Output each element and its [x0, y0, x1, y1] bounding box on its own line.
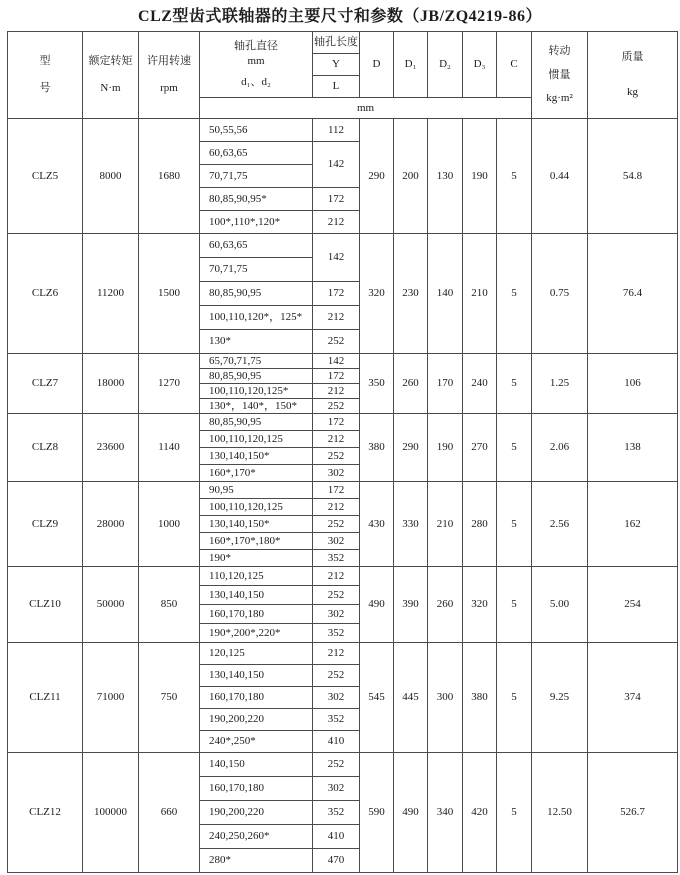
- mass-cell: 162: [588, 482, 678, 567]
- bore-length-cell: 352: [313, 709, 360, 731]
- bore-diameter-cell: 100,110,120*，125*: [200, 306, 313, 330]
- bore-diameter-cell: 190*,200*,220*: [200, 624, 313, 643]
- dim-D3-cell: 380: [463, 643, 497, 753]
- speed-cell: 1680: [139, 119, 200, 234]
- dim-D1-cell: 390: [394, 567, 428, 643]
- dim-D3-cell: 270: [463, 414, 497, 482]
- torque-cell: 100000: [83, 753, 139, 873]
- speed-cell: 1500: [139, 234, 200, 354]
- dim-C-cell: 5: [497, 234, 532, 354]
- col-header-D2: D₂: [428, 32, 463, 98]
- mass-cell: 254: [588, 567, 678, 643]
- inertia-cell: 5.00: [532, 567, 588, 643]
- inertia-cell: 2.06: [532, 414, 588, 482]
- bore-diameter-cell: 240*,250*: [200, 731, 313, 753]
- col-header-D: D: [360, 32, 394, 98]
- bore-diameter-cell: 60,63,65: [200, 142, 313, 165]
- table-row: [8, 119, 678, 142]
- bore-diameter-cell: 160,170,180: [200, 605, 313, 624]
- table-row: [8, 414, 678, 431]
- col-header-D1: D₁: [394, 32, 428, 98]
- bore-length-cell: 142: [313, 234, 360, 282]
- dim-D-cell: 590: [360, 753, 394, 873]
- header-line: kg: [627, 86, 638, 98]
- header-line: d₁、d₂: [241, 76, 271, 89]
- dim-D-cell: 320: [360, 234, 394, 354]
- bore-length-cell: 302: [313, 687, 360, 709]
- bore-diameter-cell: 50,55,56: [200, 119, 313, 142]
- header-line: 轴孔直径: [234, 40, 278, 53]
- bore-diameter-cell: 240,250,260*: [200, 825, 313, 849]
- bore-diameter-cell: 100,110,120,125: [200, 499, 313, 516]
- dim-D3-cell: 210: [463, 234, 497, 354]
- table-header: [8, 32, 678, 119]
- col-header-speed: [139, 32, 200, 119]
- dim-D2-cell: 340: [428, 753, 463, 873]
- model-cell: CLZ11: [8, 643, 83, 753]
- torque-cell: 8000: [83, 119, 139, 234]
- dim-C-cell: 5: [497, 567, 532, 643]
- bore-diameter-cell: 100,110,120,125*: [200, 384, 313, 399]
- table-row: [8, 482, 678, 499]
- mass-cell: 76.4: [588, 234, 678, 354]
- col-header-model: [8, 32, 83, 119]
- speed-cell: 1270: [139, 354, 200, 414]
- dim-D-cell: 290: [360, 119, 394, 234]
- bore-length-cell: 112: [313, 119, 360, 142]
- torque-cell: 11200: [83, 234, 139, 354]
- inertia-cell: 0.75: [532, 234, 588, 354]
- bore-diameter-cell: 100,110,120,125: [200, 431, 313, 448]
- dim-D2-cell: 300: [428, 643, 463, 753]
- model-cell: CLZ7: [8, 354, 83, 414]
- bore-diameter-cell: 190,200,220: [200, 709, 313, 731]
- bore-length-cell: 212: [313, 306, 360, 330]
- speed-cell: 750: [139, 643, 200, 753]
- dim-D-cell: 490: [360, 567, 394, 643]
- col-header-bore-diameter: [200, 32, 313, 98]
- dim-C-cell: 5: [497, 753, 532, 873]
- dim-D3-cell: 190: [463, 119, 497, 234]
- bore-diameter-cell: 160*,170*: [200, 465, 313, 482]
- bore-length-cell: 212: [313, 211, 360, 234]
- bore-length-cell: 172: [313, 282, 360, 306]
- inertia-cell: 1.25: [532, 354, 588, 414]
- col-header-L: L: [313, 76, 360, 98]
- bore-length-cell: 252: [313, 448, 360, 465]
- header-line: 质量: [621, 51, 644, 64]
- bore-length-cell: 410: [313, 731, 360, 753]
- bore-length-cell: 352: [313, 801, 360, 825]
- dim-D3-cell: 320: [463, 567, 497, 643]
- bore-diameter-cell: 80,85,90,95: [200, 282, 313, 306]
- bore-diameter-cell: 70,71,75: [200, 258, 313, 282]
- speed-cell: 1140: [139, 414, 200, 482]
- bore-length-cell: 352: [313, 550, 360, 567]
- dim-D3-cell: 240: [463, 354, 497, 414]
- bore-length-cell: 172: [313, 188, 360, 211]
- col-header-torque: [83, 32, 139, 119]
- bore-length-cell: 252: [313, 753, 360, 777]
- col-header-C: C: [497, 32, 532, 98]
- bore-length-cell: 212: [313, 643, 360, 665]
- header-line: N·m: [100, 82, 121, 94]
- header-line: 许用转速: [147, 55, 191, 68]
- bore-diameter-cell: 65,70,71,75: [200, 354, 313, 369]
- inertia-cell: 0.44: [532, 119, 588, 234]
- dim-D2-cell: 190: [428, 414, 463, 482]
- col-header-inertia: [532, 32, 588, 119]
- col-header-D3: D₃: [463, 32, 497, 98]
- model-cell: CLZ8: [8, 414, 83, 482]
- dim-D1-cell: 445: [394, 643, 428, 753]
- bore-diameter-cell: 60,63,65: [200, 234, 313, 258]
- bore-diameter-cell: 80,85,90,95*: [200, 188, 313, 211]
- table-row: [8, 234, 678, 258]
- inertia-cell: 12.50: [532, 753, 588, 873]
- bore-diameter-cell: 160*,170*,180*: [200, 533, 313, 550]
- bore-length-cell: 302: [313, 605, 360, 624]
- model-cell: CLZ10: [8, 567, 83, 643]
- dim-D-cell: 350: [360, 354, 394, 414]
- bore-length-cell: 172: [313, 414, 360, 431]
- dim-C-cell: 5: [497, 414, 532, 482]
- bore-diameter-cell: 160,170,180: [200, 687, 313, 709]
- bore-length-cell: 142: [313, 142, 360, 188]
- torque-cell: 50000: [83, 567, 139, 643]
- dim-D-cell: 430: [360, 482, 394, 567]
- bore-diameter-cell: 90,95: [200, 482, 313, 499]
- dim-D2-cell: 130: [428, 119, 463, 234]
- bore-length-cell: 212: [313, 384, 360, 399]
- mass-cell: 106: [588, 354, 678, 414]
- model-cell: CLZ9: [8, 482, 83, 567]
- col-header-Y: Y: [313, 54, 360, 76]
- bore-length-cell: 212: [313, 499, 360, 516]
- table-row: [8, 753, 678, 777]
- unit-row-mm: mm: [200, 98, 532, 119]
- bore-length-cell: 212: [313, 567, 360, 586]
- bore-length-cell: 252: [313, 330, 360, 354]
- mass-cell: 138: [588, 414, 678, 482]
- bore-diameter-cell: 130*: [200, 330, 313, 354]
- bore-diameter-cell: 280*: [200, 849, 313, 873]
- bore-length-cell: 212: [313, 431, 360, 448]
- document-page: [0, 3, 680, 875]
- table-row: [8, 567, 678, 586]
- dim-D-cell: 380: [360, 414, 394, 482]
- bore-diameter-cell: 80,85,90,95: [200, 369, 313, 384]
- col-header-bore-length: 轴孔长度: [313, 32, 360, 54]
- torque-cell: 18000: [83, 354, 139, 414]
- speed-cell: 850: [139, 567, 200, 643]
- dim-D1-cell: 490: [394, 753, 428, 873]
- model-cell: CLZ6: [8, 234, 83, 354]
- bore-length-cell: 252: [313, 516, 360, 533]
- bore-diameter-cell: 190,200,220: [200, 801, 313, 825]
- bore-diameter-cell: 110,120,125: [200, 567, 313, 586]
- dim-C-cell: 5: [497, 643, 532, 753]
- bore-diameter-cell: 70,71,75: [200, 165, 313, 188]
- bore-diameter-cell: 130*，140*，150*: [200, 399, 313, 414]
- model-cell: CLZ12: [8, 753, 83, 873]
- bore-length-cell: 172: [313, 369, 360, 384]
- dim-D1-cell: 290: [394, 414, 428, 482]
- bore-diameter-cell: 120,125: [200, 643, 313, 665]
- bore-diameter-cell: 130,140,150: [200, 665, 313, 687]
- bore-length-cell: 410: [313, 825, 360, 849]
- bore-length-cell: 172: [313, 482, 360, 499]
- bore-diameter-cell: 140,150: [200, 753, 313, 777]
- dim-C-cell: 5: [497, 119, 532, 234]
- bore-length-cell: 142: [313, 354, 360, 369]
- dim-D3-cell: 280: [463, 482, 497, 567]
- header-row: [8, 32, 678, 54]
- inertia-cell: 2.56: [532, 482, 588, 567]
- torque-cell: 23600: [83, 414, 139, 482]
- table-row: [8, 354, 678, 369]
- bore-diameter-cell: 130,140,150*: [200, 448, 313, 465]
- dim-D-cell: 545: [360, 643, 394, 753]
- header-line: 额定转矩: [88, 55, 133, 68]
- bore-length-cell: 302: [313, 465, 360, 482]
- table-row: [8, 643, 678, 665]
- mass-cell: 54.8: [588, 119, 678, 234]
- dim-D1-cell: 330: [394, 482, 428, 567]
- dim-D2-cell: 210: [428, 482, 463, 567]
- dim-D1-cell: 200: [394, 119, 428, 234]
- header-line: 惯量: [548, 68, 571, 81]
- inertia-cell: 9.25: [532, 643, 588, 753]
- torque-cell: 28000: [83, 482, 139, 567]
- dim-D2-cell: 260: [428, 567, 463, 643]
- mass-cell: 374: [588, 643, 678, 753]
- bore-length-cell: 352: [313, 624, 360, 643]
- bore-diameter-cell: 190*: [200, 550, 313, 567]
- mass-cell: 526.7: [588, 753, 678, 873]
- header-line: kg·m²: [546, 92, 573, 105]
- dim-D1-cell: 260: [394, 354, 428, 414]
- bore-diameter-cell: 100*,110*,120*: [200, 211, 313, 234]
- bore-length-cell: 252: [313, 665, 360, 687]
- bore-length-cell: 252: [313, 586, 360, 605]
- header-line: rpm: [160, 82, 178, 94]
- header-line: mm: [247, 54, 265, 67]
- dim-D1-cell: 230: [394, 234, 428, 354]
- bore-length-cell: 252: [313, 399, 360, 414]
- dim-C-cell: 5: [497, 354, 532, 414]
- coupling-spec-table: [7, 31, 678, 873]
- speed-cell: 1000: [139, 482, 200, 567]
- dim-D2-cell: 140: [428, 234, 463, 354]
- bore-length-cell: 470: [313, 849, 360, 873]
- torque-cell: 71000: [83, 643, 139, 753]
- bore-diameter-cell: 130,140,150: [200, 586, 313, 605]
- col-header-mass: [588, 32, 678, 119]
- dim-D2-cell: 170: [428, 354, 463, 414]
- dim-D3-cell: 420: [463, 753, 497, 873]
- bore-diameter-cell: 130,140,150*: [200, 516, 313, 533]
- table-body: [8, 119, 678, 873]
- bore-length-cell: 302: [313, 533, 360, 550]
- header-line: 转动: [548, 45, 571, 58]
- bore-diameter-cell: 80,85,90,95: [200, 414, 313, 431]
- header-line: 型: [39, 55, 51, 68]
- model-cell: CLZ5: [8, 119, 83, 234]
- bore-diameter-cell: 160,170,180: [200, 777, 313, 801]
- speed-cell: 660: [139, 753, 200, 873]
- header-line: 号: [39, 82, 51, 94]
- page-title: CLZ型齿式联轴器的主要尺寸和参数（JB/ZQ4219-86）: [138, 8, 542, 25]
- bore-length-cell: 302: [313, 777, 360, 801]
- dim-C-cell: 5: [497, 482, 532, 567]
